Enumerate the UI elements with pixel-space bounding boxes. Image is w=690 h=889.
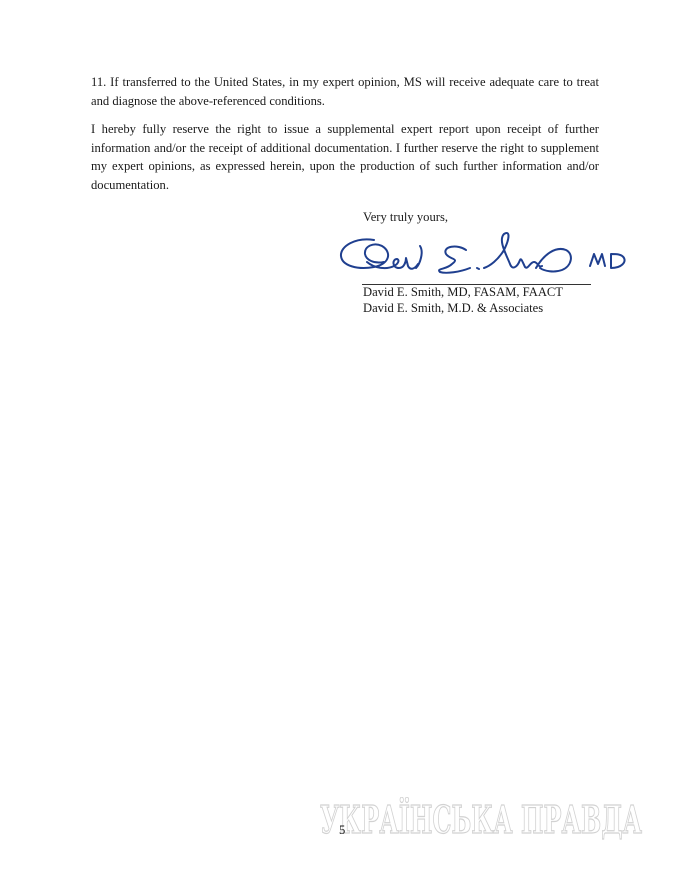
page-number: 5 xyxy=(339,823,346,837)
signer-practice: David E. Smith, M.D. & Associates xyxy=(363,301,544,315)
paragraph-reservation: I hereby fully reserve the right to issue a supplemental expert report upon receipt of further information and/or the receipt of additional documentation. I further reserve the right to supplement my expert opinions, as expressed herein, upon the production of such further information and/or documentation. xyxy=(91,122,599,192)
handwritten-signature xyxy=(334,224,634,288)
signer-name-credentials: David E. Smith, MD, FASAM, FAACT xyxy=(363,285,564,299)
closing-salutation: Very truly yours, xyxy=(363,210,448,224)
watermark xyxy=(320,797,650,841)
signer-block xyxy=(363,284,563,316)
paragraph-item-11: 11. If transferred to the United States, in my expert opinion, MS will receive adequate care to treat and diagnose the above-referenced conditions. xyxy=(91,75,599,108)
svg-text:УКРАЇНСЬКА ПРАВДА: УКРАЇНСЬКА ПРАВДА xyxy=(320,797,643,841)
